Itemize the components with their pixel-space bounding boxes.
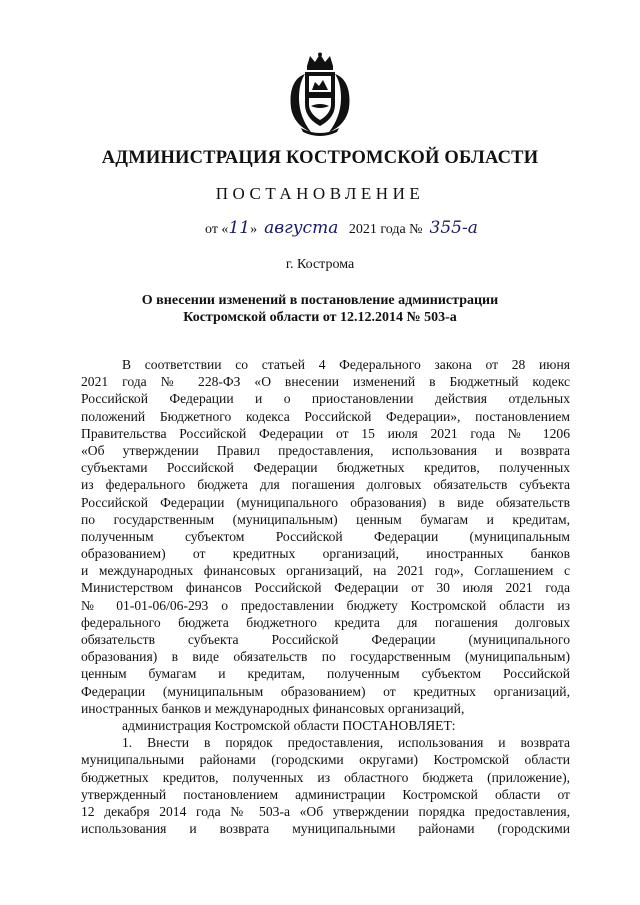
body-line: использования и возврата муниципальными районами (городскими: [81, 821, 570, 837]
body-line: образованием) от кредитных организаций, иностранных банков: [81, 546, 570, 562]
document-title: [0, 292, 640, 326]
date-day: 11: [228, 218, 251, 238]
date-month: августа: [264, 218, 339, 238]
body-line: Российской Федерации и о приостановлении действия отдельных: [81, 391, 570, 407]
body-line: полученным субъектом Российской Федерации (муниципальным: [81, 528, 570, 544]
body-line: федерального бюджета бюджетного кредита для погашения долговых: [81, 614, 570, 630]
title-line: Костромской области от 12.12.2014 № 503-а: [183, 310, 457, 325]
body-line: по государственным (муниципальным) ценным бумагам и кредитам,: [81, 511, 570, 527]
body-line: бюджетных кредитов, полученных из областного бюджета (приложение),: [81, 769, 570, 785]
body-line: Федерации (муниципальным образованием) от кредитных организаций,: [81, 683, 570, 699]
body-line: В соответствии со статьей 4 Федерального закона от 28 июня: [122, 357, 570, 372]
body-line: Министерством финансов Российской Федерации от 30 июля 2021 года: [81, 580, 570, 596]
body-line: 12 декабря 2014 года № 503-а «Об утверждении порядка предоставления,: [81, 803, 570, 819]
body-line: и международных финансовых организаций, на 2021 год», Соглашением с: [81, 563, 570, 579]
document-number: 355-а: [429, 218, 478, 238]
organization-name: АДМИНИСТРАЦИЯ КОСТРОМСКОЙ ОБЛАСТИ: [101, 148, 539, 168]
body-line: утвержденный постановлением администрации Костромской области от: [81, 786, 570, 802]
body-line: иностранных банков и международных финансовых организаций,: [81, 700, 465, 716]
body-line: 2021 года № 228-ФЗ «О внесении изменений в Бюджетный кодекс: [81, 374, 570, 390]
city: г. Кострома: [285, 257, 355, 272]
document-body: [81, 356, 570, 837]
coat-of-arms-icon: [285, 52, 355, 136]
body-line: администрация Костромской области ПОСТАНОВЛЯЕТ:: [122, 717, 456, 733]
body-line: образования) в виде обязательств по государственным (муниципальным): [81, 649, 570, 665]
body-line: положений Бюджетного кодекса Российской Федерации», постановлением: [81, 408, 570, 424]
body-line: 1. Внести в порядок предоставления, использования и возврата: [122, 735, 570, 751]
body-line: Правительства Российской Федерации от 15 июля 2021 года № 1206: [81, 425, 570, 441]
body-line: «Об утверждении Правил предоставления, использования и возврата: [81, 442, 570, 458]
date-number-line: [205, 218, 478, 238]
body-line: субъектами Российской Федерации бюджетных кредитов, полученных: [81, 460, 570, 476]
document-type: ПОСТАНОВЛЕНИЕ: [215, 184, 425, 203]
date-mid: »: [250, 222, 258, 237]
body-line: Российской Федерации (муниципального образования) в виде обязательств: [81, 494, 570, 510]
date-prefix: от «: [205, 222, 229, 237]
body-line: обязательств субъекта Российской Федерации (муниципального: [81, 632, 570, 647]
body-line: муниципальными районами (городскими округами) Костромской области: [81, 752, 570, 768]
body-line: ценным бумагам и кредитам, полученным субъектом Российской: [81, 666, 570, 682]
date-year: 2021 года №: [348, 222, 423, 237]
title-line: О внесении изменений в постановление администрации: [141, 293, 499, 308]
body-line: № 01-01-06/06-293 о предоставлении бюджету Костромской области из: [81, 597, 570, 613]
body-line: из федерального бюджета для погашения долговых обязательств субъекта: [81, 477, 570, 493]
